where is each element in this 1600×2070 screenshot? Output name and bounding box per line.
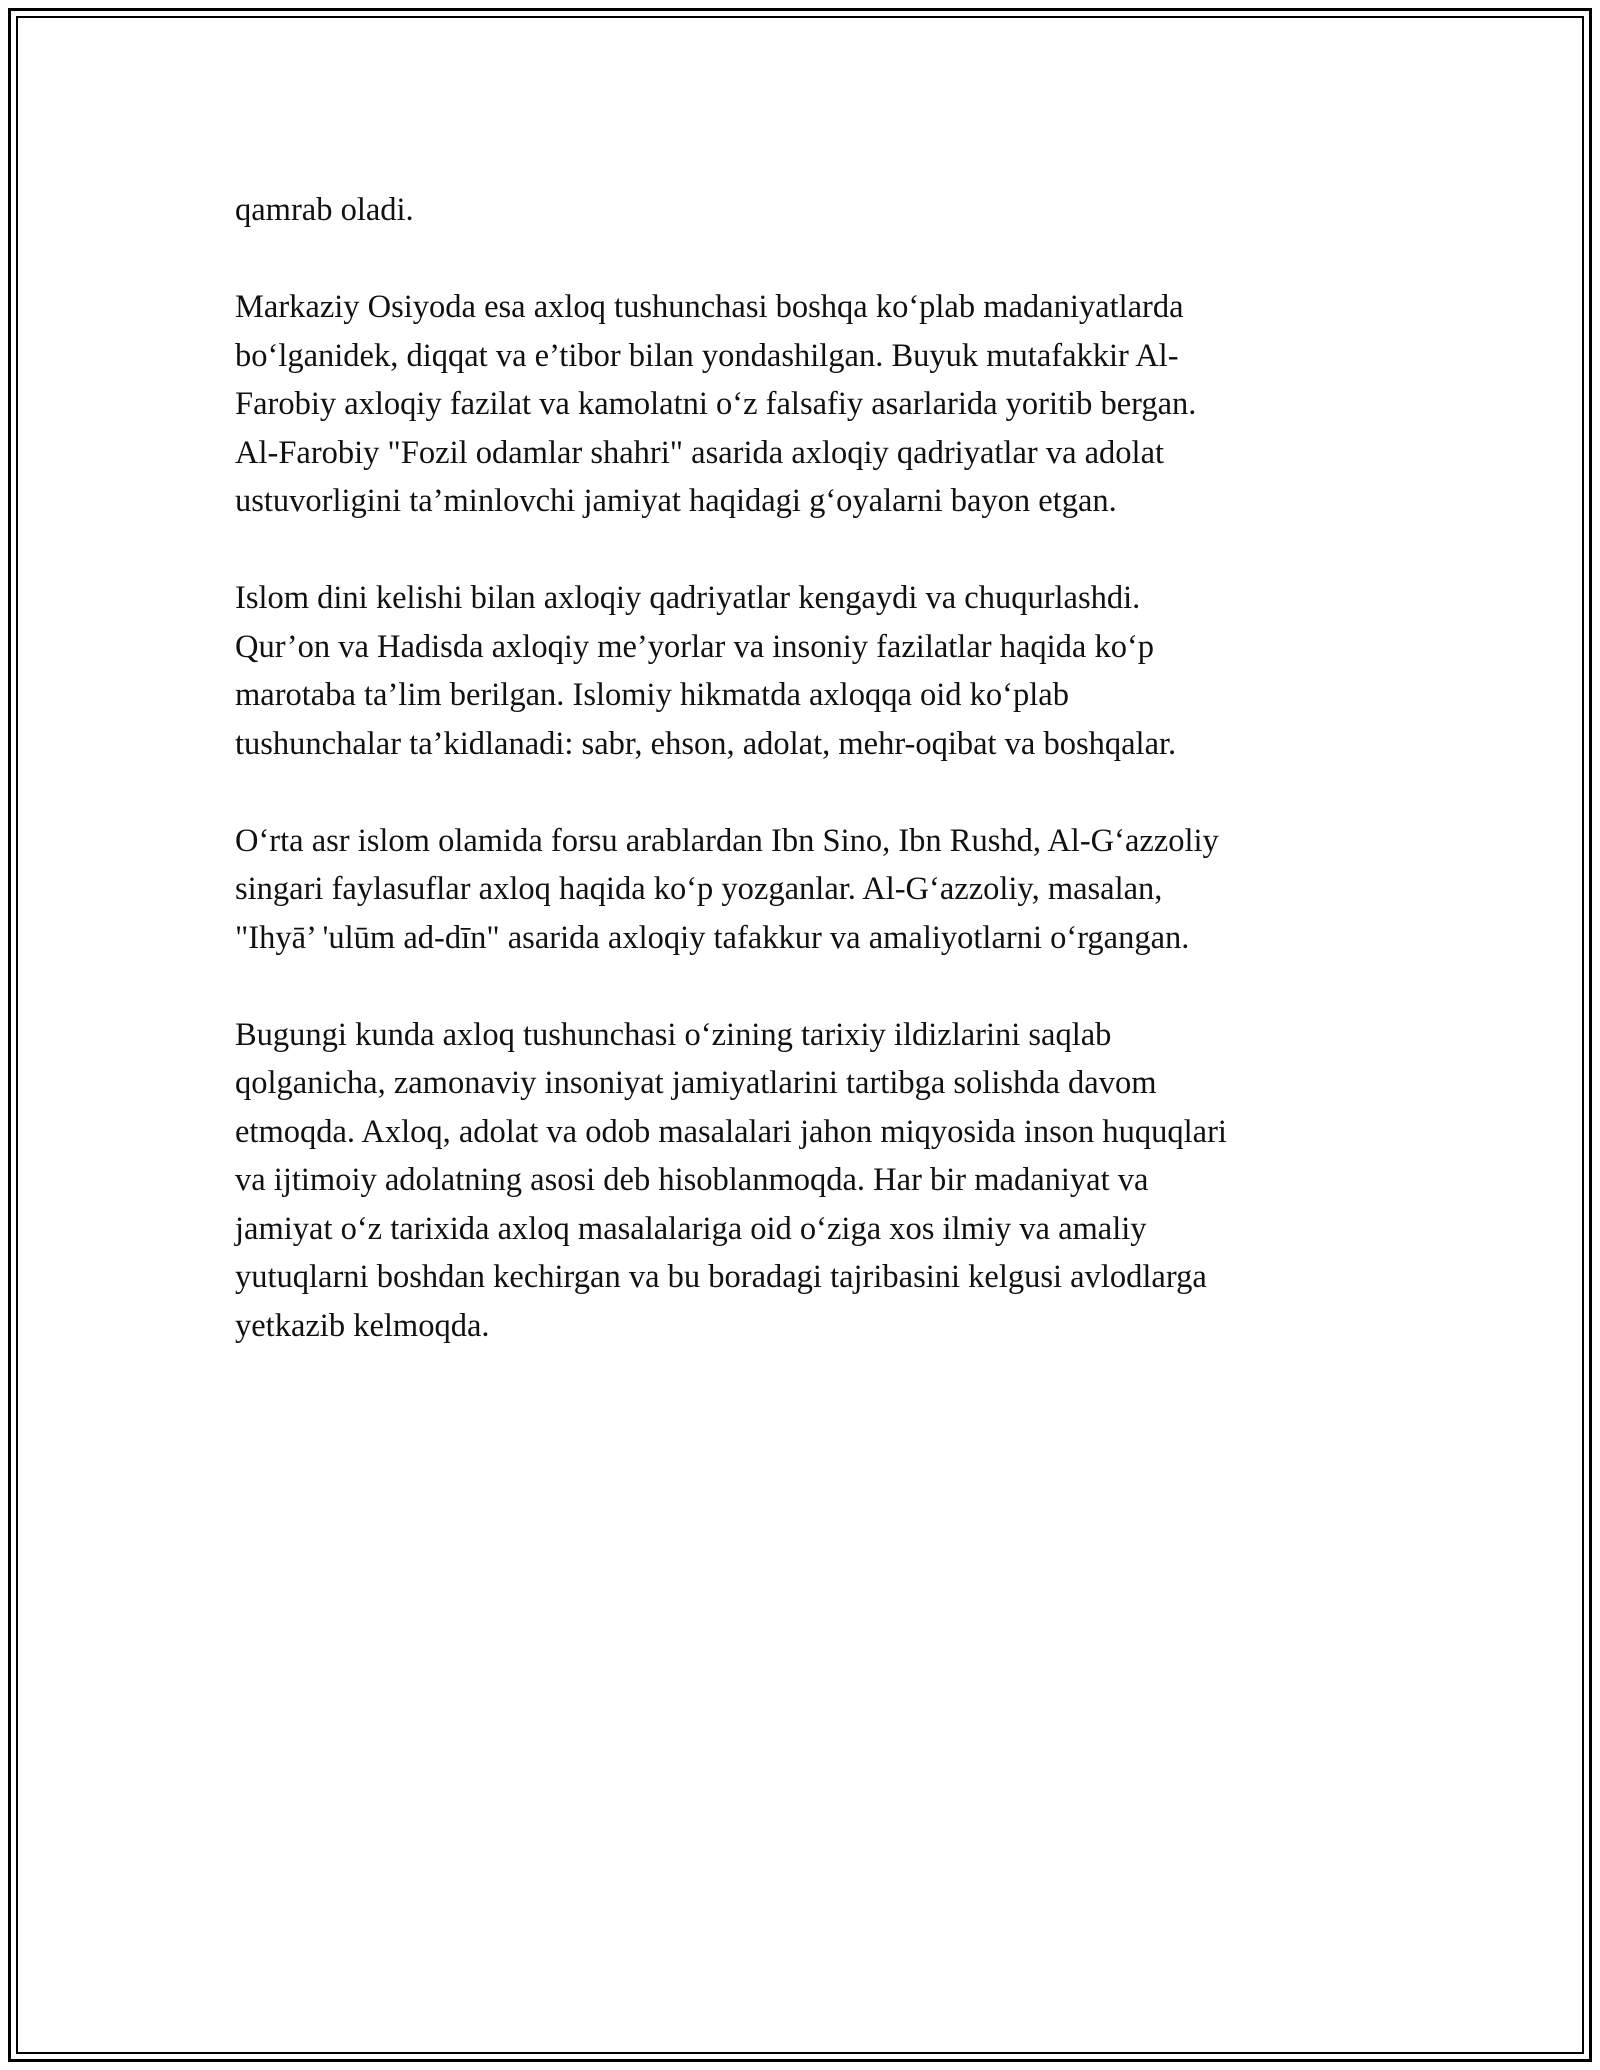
paragraph-2: Markaziy Osiyoda esa axloq tushunchasi boshqa ko‘plab madaniyatlarda bo‘lganidek, diqqat va e’tibor bilan yondashilgan. Buyuk mutafakkir Al- Farobiy axloqiy fazilat va kamolatni o‘z falsafiy asarlarida yoritib bergan. Al-Farobiy "Fozil odamlar shahri" asarida axloqiy qadriyatlar va adolat ustuvorligini ta’minlovchi jamiyat haqidagi g‘oyalarni bayon etgan. [235,289,1197,519]
paragraph-1: qamrab oladi. [235,192,414,228]
paragraph-3: Islom dini kelishi bilan axloqiy qadriyatlar kengaydi va chuqurlashdi. Qur’on va Hadisda axloqiy me’yorlar va insoniy fazilatlar haqida ko‘p marotaba ta’lim berilgan. Islomiy hikmatda axloqqa oid ko‘plab tushunchalar ta’kidlanadi: sabr, ehson, adolat, mehr-oqibat va boshqalar. [235,580,1177,762]
paragraph-5: Bugungi kunda axloq tushunchasi o‘zining tarixiy ildizlarini saqlab qolganicha, zamonaviy insoniyat jamiyatlarini tartibga solishda davom etmoqda. Axloq, adolat va odob masalalari jahon miqyosida inson huquqlari va ijtimoiy adolatning asosi deb hisoblanmoqda. Har bir madaniyat va jamiyat o‘z tarixida axloq masalalariga oid o‘ziga xos ilmiy va amaliy yutuqlarni boshdan kechirgan va bu boradagi tajribasini kelgusi avlodlarga yetkazib kelmoqda. [235,1016,1227,1344]
document-body [235,186,1365,1399]
paragraph-4: O‘rta asr islom olamida forsu arablardan Ibn Sino, Ibn Rushd, Al-G‘azzoliy singari faylasuflar axloq haqida ko‘p yozganlar. Al-G‘azzoliy, masalan, "Ihyā’ 'ulūm ad-dīn" asarida axloqiy tafakkur va amaliyotlarni o‘rgangan. [235,822,1219,956]
